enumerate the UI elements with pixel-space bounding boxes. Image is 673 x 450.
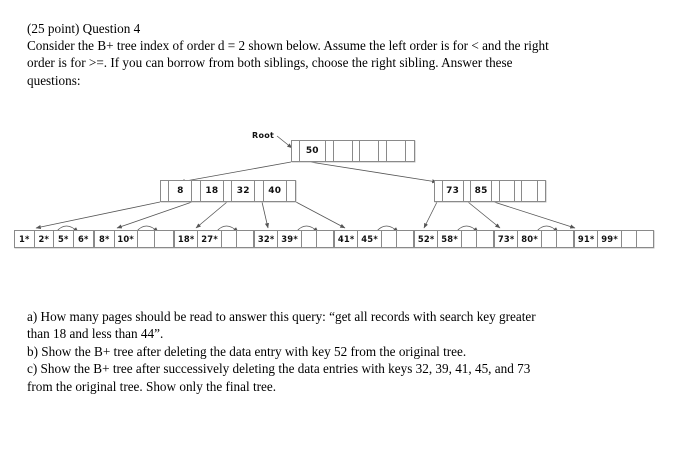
leaf-entry bbox=[237, 231, 253, 247]
question-header-line: Consider the B+ tree index of order d = 2 shown below. Assume the left order is for < and the right bbox=[27, 38, 549, 54]
internal-pointer-cell bbox=[161, 181, 169, 201]
root-pointer-cell bbox=[292, 141, 300, 161]
root-key-cell bbox=[387, 141, 406, 161]
internal-pointer-cell bbox=[464, 181, 472, 201]
internal-key-cell: 40 bbox=[264, 181, 287, 201]
sub-question-line: than 18 and less than 44”. bbox=[27, 326, 164, 342]
internal-pointer-cell bbox=[435, 181, 443, 201]
sub-question-line: b) Show the B+ tree after deleting the data entry with key 52 from the original tree. bbox=[27, 343, 467, 359]
root-pointer-cell bbox=[353, 141, 361, 161]
sub-questions bbox=[27, 308, 649, 395]
leaf-entry bbox=[397, 231, 413, 247]
internal-node-left[interactable] bbox=[160, 180, 296, 202]
leaf-entry: 2* bbox=[35, 231, 55, 247]
sub-question-line: from the original tree. Show only the final tree. bbox=[27, 378, 277, 394]
leaf-entry bbox=[222, 231, 238, 247]
leaf-node[interactable] bbox=[94, 230, 174, 248]
leaf-entry: 58* bbox=[438, 231, 461, 247]
leaf-entry bbox=[302, 231, 318, 247]
internal-pointer-cell bbox=[287, 181, 295, 201]
root-pointer-cell bbox=[326, 141, 334, 161]
leaf-entry: 18* bbox=[175, 231, 198, 247]
leaf-node[interactable] bbox=[414, 230, 494, 248]
internal-key-cell bbox=[500, 181, 515, 201]
leaf-entry: 27* bbox=[198, 231, 221, 247]
internal-key-cell: 18 bbox=[201, 181, 224, 201]
sub-question-line: c) Show the B+ tree after successively deleting the data entries with keys 32, 39, 41, 45, and 73 bbox=[27, 361, 531, 377]
internal-pointer-cell bbox=[515, 181, 523, 201]
leaf-entry: 52* bbox=[415, 231, 438, 247]
bplus-tree-diagram bbox=[0, 120, 673, 280]
leaf-entry: 91* bbox=[575, 231, 598, 247]
internal-key-cell: 8 bbox=[169, 181, 192, 201]
question-header-line: order is for >=. If you can borrow from both siblings, choose the right sibling. Answer these bbox=[27, 55, 513, 71]
internal-node-right[interactable] bbox=[434, 180, 546, 202]
leaf-entry bbox=[557, 231, 573, 247]
leaf-entry bbox=[622, 231, 638, 247]
leaf-entry bbox=[317, 231, 333, 247]
internal-key-cell: 73 bbox=[443, 181, 464, 201]
internal-pointer-cell bbox=[224, 181, 232, 201]
root-key-cell bbox=[360, 141, 379, 161]
internal-pointer-cell bbox=[492, 181, 500, 201]
leaf-node[interactable] bbox=[574, 230, 654, 248]
leaf-entry: 6* bbox=[77, 234, 89, 244]
question-header-line: questions: bbox=[27, 72, 81, 88]
internal-key-cell: 32 bbox=[232, 181, 255, 201]
sub-question-line: a) How many pages should be read to answer this query: “get all records with search key greater bbox=[27, 309, 536, 324]
root-label: Root bbox=[252, 131, 275, 140]
internal-pointer-cell bbox=[192, 181, 200, 201]
root-key-cell: 50 bbox=[300, 141, 326, 161]
leaf-node[interactable] bbox=[334, 230, 414, 248]
root-key-cell bbox=[334, 141, 353, 161]
leaf-entry: 39* bbox=[278, 231, 301, 247]
question-header bbox=[27, 20, 647, 89]
leaf-entry bbox=[477, 231, 493, 247]
leaf-node[interactable] bbox=[14, 230, 94, 248]
leaf-entry bbox=[382, 231, 398, 247]
internal-key-cell: 85 bbox=[471, 181, 492, 201]
root-pointer-cell bbox=[379, 141, 387, 161]
internal-pointer-cell bbox=[255, 181, 263, 201]
leaf-entry: 32* bbox=[255, 231, 278, 247]
root-pointer-cell bbox=[406, 141, 414, 161]
leaf-entry: 8* bbox=[95, 231, 115, 247]
leaf-entry: 41* bbox=[335, 231, 358, 247]
leaf-node[interactable] bbox=[254, 230, 334, 248]
leaf-entry bbox=[138, 231, 156, 247]
internal-key-cell bbox=[522, 181, 537, 201]
question-header-line: (25 point) Question 4 bbox=[27, 21, 141, 36]
leaf-entry: 80* bbox=[518, 231, 541, 247]
internal-pointer-cell bbox=[538, 181, 545, 201]
leaf-entry: 73* bbox=[495, 231, 518, 247]
leaf-entry: 10* bbox=[115, 231, 138, 247]
leaf-entry bbox=[542, 231, 558, 247]
leaf-node[interactable] bbox=[174, 230, 254, 248]
leaf-entry: 5* bbox=[54, 231, 74, 247]
leaf-entry bbox=[462, 231, 478, 247]
leaf-entry bbox=[637, 231, 653, 247]
leaf-entry bbox=[155, 231, 173, 247]
leaf-node[interactable] bbox=[494, 230, 574, 248]
leaf-entry: 99* bbox=[598, 231, 621, 247]
root-node[interactable] bbox=[291, 140, 415, 162]
leaf-entry: 45* bbox=[358, 231, 381, 247]
leaf-entry: 1* bbox=[15, 231, 35, 247]
